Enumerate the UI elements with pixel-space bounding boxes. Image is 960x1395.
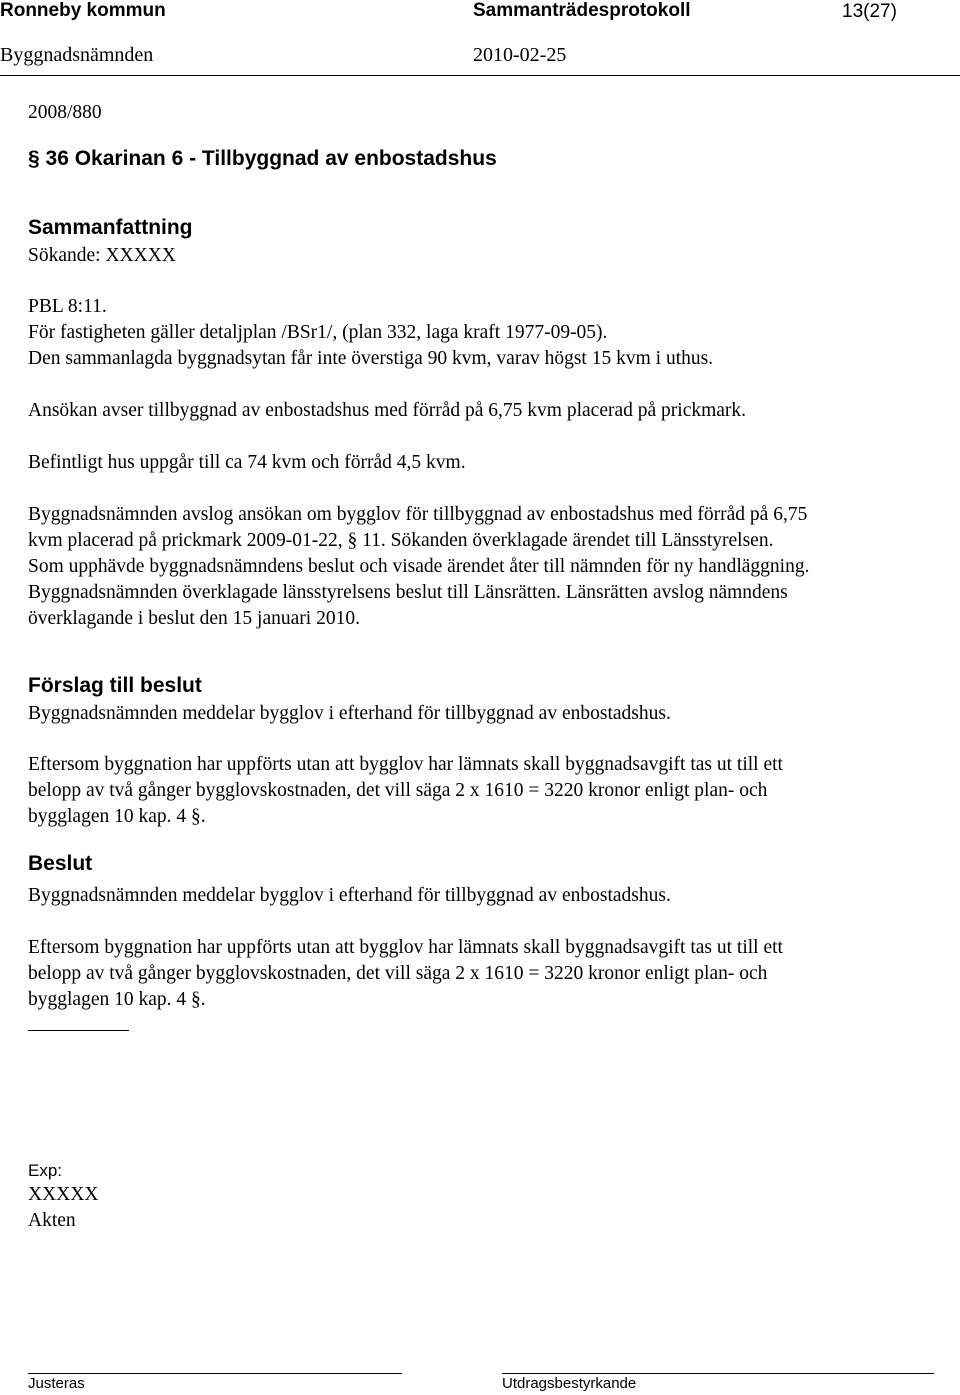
expedition-label: Exp: [28,1161,63,1180]
footer-justeras: Justeras [28,1375,85,1392]
decision-fee-line: belopp av två gånger bygglovskostnaden, det vill säga 2 x 1610 = 3220 kronor enligt plan- och [28,963,768,984]
applicant-line: Sökande: XXXXX [28,245,176,266]
history-line: Som upphävde byggnadsnämndens beslut och visade ärendet åter till nämnden för ny handläggning. [28,556,810,577]
history-line: kvm placerad på prickmark 2009-01-22, § 11. Sökanden överklagade ärendet till Länsstyrelsen. [28,530,774,551]
summary-heading: Sammanfattning [28,216,193,239]
page-number: 13(27) [842,1,897,22]
summary-paragraph: Ansökan avser tillbyggnad av enbostadshus med förråd på 6,75 kvm placerad på prickmark. [28,400,747,421]
summary-line: För fastigheten gäller detaljplan /BSr1/, (plan 332, laga kraft 1977-09-05). [28,322,608,343]
proposal-heading: Förslag till beslut [28,674,202,697]
proposal-paragraph: Byggnadsnämnden meddelar bygglov i efterhand för tillbyggnad av enbostadshus. [28,703,671,724]
meeting-date: 2010-02-25 [473,44,567,66]
history-line: överklagande i beslut den 15 januari 2010. [28,608,360,629]
footer-utdragsbestyrkande: Utdragsbestyrkande [502,1375,637,1392]
decision-heading: Beslut [28,852,93,875]
organization-name: Ronneby kommun [0,0,166,21]
expedition-file: Akten [28,1210,76,1231]
decision-fee-line: bygglagen 10 kap. 4 §. [28,989,206,1010]
decision-fee-line: Eftersom byggnation har uppförts utan att bygglov har lämnats skall byggnadsavgift tas ut till ett [28,937,783,958]
summary-line: PBL 8:11. [28,296,107,317]
footer-rule-left [28,1373,402,1374]
section-divider [28,1030,129,1031]
committee-name: Byggnadsnämnden [0,44,154,66]
proposal-fee-line: belopp av två gånger bygglovskostnaden, det vill säga 2 x 1610 = 3220 kronor enligt plan- och [28,780,768,801]
document-type: Sammanträdesprotokoll [473,0,691,21]
footer-rule-right [502,1373,934,1374]
decision-paragraph: Byggnadsnämnden meddelar bygglov i efterhand för tillbyggnad av enbostadshus. [28,885,671,906]
history-line: Byggnadsnämnden överklagade länsstyrelsens beslut till Länsrätten. Länsrätten avslog nämndens [28,582,788,603]
summary-paragraph: Befintligt hus uppgår till ca 74 kvm och förråd 4,5 kvm. [28,452,466,473]
proposal-fee-line: Eftersom byggnation har uppförts utan att bygglov har lämnats skall byggnadsavgift tas ut till ett [28,754,783,775]
case-title: § 36 Okarinan 6 - Tillbyggnad av enbostadshus [28,147,497,170]
header-rule [0,75,960,76]
expedition-recipient: XXXXX [28,1184,99,1205]
summary-line: Den sammanlagda byggnadsytan får inte överstiga 90 kvm, varav högst 15 kvm i uthus. [28,348,714,369]
history-line: Byggnadsnämnden avslog ansökan om bygglov för tillbyggnad av enbostadshus med förråd på 6,75 [28,504,808,525]
case-number: 2008/880 [28,102,102,123]
proposal-fee-line: bygglagen 10 kap. 4 §. [28,806,206,827]
